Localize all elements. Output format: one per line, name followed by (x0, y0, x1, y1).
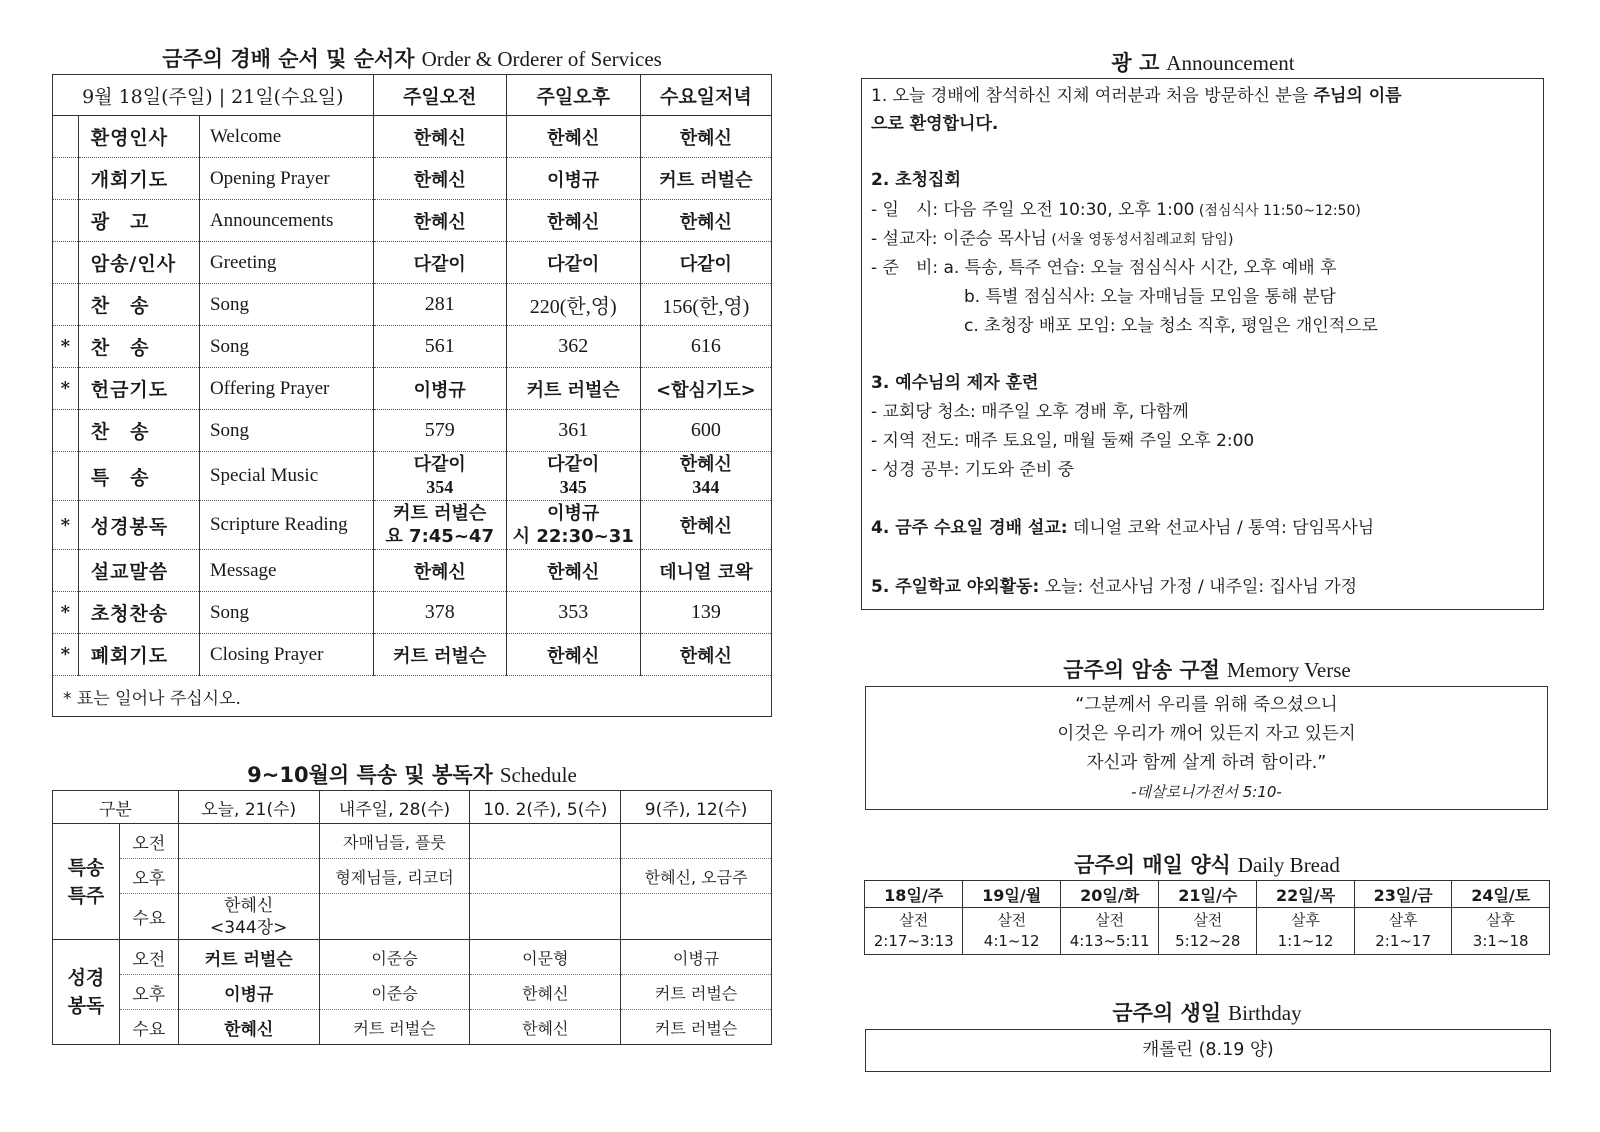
order-star: * (53, 368, 79, 410)
order-item-ko: 설교말씀 (78, 550, 199, 592)
bread-day: 24일/토 (1452, 881, 1550, 908)
order-row (53, 592, 772, 634)
bread-book: 살후 (1486, 911, 1516, 929)
order-item-en: Song (199, 410, 373, 452)
bread-ref: 1:1~12 (1277, 932, 1334, 950)
schedule-cell (178, 894, 319, 940)
schedule-sub-label: 오전 (119, 940, 178, 975)
order-star (53, 550, 79, 592)
order-item-ko: 암송/인사 (78, 242, 199, 284)
schedule-cell: 한혜신 (470, 1010, 621, 1045)
order-cell-am-line1: 다같이 (413, 454, 466, 475)
schedule-cell (178, 859, 319, 894)
bread-book: 살후 (1388, 911, 1418, 929)
bread-ref: 3:1~18 (1472, 932, 1529, 950)
order-cell-am-line1: 커트 러벌슨 (393, 503, 487, 524)
order-row (53, 284, 772, 326)
order-footnote: * 표는 일어나 주십시오. (53, 676, 772, 717)
order-cell-am (373, 501, 506, 550)
order-star: * (53, 592, 79, 634)
order-cell-pm: 353 (506, 592, 640, 634)
order-header-row (53, 75, 772, 116)
order-item-ko: 폐회기도 (78, 634, 199, 676)
bread-ref: 5:12~28 (1175, 932, 1241, 950)
bread-day: 23일/금 (1354, 881, 1452, 908)
order-cell-pm (506, 452, 640, 501)
order-item-en: Special Music (199, 452, 373, 501)
order-item-ko: 특 송 (78, 452, 199, 501)
order-footnote-row (53, 676, 772, 717)
order-cell-wed: 데니얼 코왁 (640, 550, 771, 592)
order-item-en: Song (199, 326, 373, 368)
order-row (53, 452, 772, 501)
order-cell-am: 한혜신 (373, 550, 506, 592)
order-row (53, 550, 772, 592)
order-cell-am-line2: 354 (426, 477, 454, 497)
schedule-row (53, 975, 772, 1010)
announcement-item-2-prep-a: - 준 비: a. 특송, 특주 연습: 오늘 점심식사 시간, 오후 예배 후 (871, 258, 1337, 278)
order-item-ko: 성경봉독 (78, 501, 199, 550)
announcement-item-3c: - 성경 공부: 기도와 준비 중 (871, 460, 1075, 480)
bread-book: 살전 (1095, 911, 1125, 929)
order-star (53, 158, 79, 200)
order-cell-wed: 다같이 (640, 242, 771, 284)
schedule-cell-line1: 한혜신 (224, 895, 274, 916)
order-item-en: Closing Prayer (199, 634, 373, 676)
bread-reading (1060, 908, 1158, 955)
verse-reference: -데살로니가전서 5:10- (1131, 783, 1282, 801)
order-cell-pm (506, 501, 640, 550)
order-cell-wed: 139 (640, 592, 771, 634)
bread-day: 19일/월 (963, 881, 1061, 908)
announcement-item-2-prep-b: b. 특별 점심식사: 오늘 자매님들 모임을 통해 분담 (964, 287, 1336, 307)
schedule-cell: 한혜신, 오금주 (621, 859, 772, 894)
order-cell-am (373, 452, 506, 501)
bread-day: 18일/주 (865, 881, 963, 908)
order-item-ko: 찬 송 (78, 326, 199, 368)
order-cell-am: 561 (373, 326, 506, 368)
schedule-row (53, 824, 772, 859)
order-cell-wed-line1: 한혜신 (679, 454, 732, 475)
bread-reading (1257, 908, 1355, 955)
verse-line: 자신과 함께 살게 하려 함이라.” (1086, 753, 1327, 773)
order-cell-wed: <합심기도> (640, 368, 771, 410)
order-cell-am: 다같이 (373, 242, 506, 284)
bread-day: 22일/목 (1257, 881, 1355, 908)
schedule-sub-label: 오후 (119, 859, 178, 894)
schedule-cell: 커트 러벌슨 (178, 940, 319, 975)
order-item-ko: 찬 송 (78, 410, 199, 452)
verse-line: 이것은 우리가 깨어 있든지 자고 있든지 (1057, 724, 1356, 744)
order-star (53, 116, 79, 158)
schedule-group-special-music-line: 특송 (67, 856, 105, 879)
order-item-en: Announcements (199, 200, 373, 242)
order-star (53, 200, 79, 242)
birthday-title: 금주의 생일 Birthday (1112, 1001, 1302, 1025)
order-cell-wed: 커트 러벌슨 (640, 158, 771, 200)
order-cell-pm: 한혜신 (506, 634, 640, 676)
verse-line: “그분께서 우리를 위해 죽으셨으니 (1075, 695, 1338, 715)
order-row (53, 634, 772, 676)
schedule-cell: 한혜신 (178, 1010, 319, 1045)
announcement-item-3a: - 교회당 청소: 매주일 오후 경배 후, 다함께 (871, 402, 1189, 422)
bread-ref: 2:17~3:13 (873, 932, 954, 950)
announcement-item-2-prep-c: c. 초청장 배포 모임: 오늘 청소 직후, 평일은 개인적으로 (964, 316, 1378, 336)
order-date: 9월 18일(주일) | 21일(수요일) (53, 75, 374, 116)
col-sunday-am: 주일오전 (373, 75, 506, 116)
announcement-item-3b: - 지역 전도: 매주 토요일, 매월 둘째 주일 오후 2:00 (871, 431, 1255, 451)
announcement-item-1: 1. 오늘 경배에 참석하신 지체 여러분과 처음 방문하신 분을 주님의 이름 (871, 86, 1402, 106)
order-cell-pm: 커트 러벌슨 (506, 368, 640, 410)
schedule-head-category: 구분 (53, 791, 179, 824)
order-cell-am: 이병규 (373, 368, 506, 410)
announcement-item-4: 4. 금주 수요일 경배 설교: 데니얼 코왁 선교사님 / 통역: 담임목사님 (871, 518, 1375, 538)
schedule-sub-label: 수요 (119, 894, 178, 940)
schedule-group-special-music-line: 특주 (67, 884, 105, 907)
schedule-group-scripture (53, 940, 120, 1045)
announcement-item-5: 5. 주일학교 야외활동: 오늘: 선교사님 가정 / 내주일: 집사님 가정 (871, 577, 1358, 597)
announcement-item-2-speaker: - 설교자: 이준승 목사님 (서울 영동성서침례교회 담임) (871, 229, 1234, 249)
bread-day: 21일/수 (1159, 881, 1257, 908)
daily-bread-table (864, 880, 1550, 955)
order-cell-am: 한혜신 (373, 200, 506, 242)
schedule-table (52, 790, 772, 1045)
order-cell-am: 한혜신 (373, 158, 506, 200)
order-row (53, 326, 772, 368)
order-cell-pm-line1: 다같이 (547, 454, 600, 475)
schedule-header-row (53, 791, 772, 824)
order-star: * (53, 501, 79, 550)
order-cell-pm: 한혜신 (506, 550, 640, 592)
schedule-row (53, 940, 772, 975)
order-item-ko: 광 고 (78, 200, 199, 242)
order-cell-pm-line1: 이병규 (547, 503, 600, 524)
bread-reading (963, 908, 1061, 955)
schedule-cell: 이병규 (178, 975, 319, 1010)
announcement-title: 광 고 Announcement (1111, 51, 1295, 75)
bread-reading (865, 908, 963, 955)
schedule-row (53, 1010, 772, 1045)
schedule-group-scripture-line: 성경 (67, 967, 105, 989)
schedule-cell: 형제님들, 리코더 (319, 859, 470, 894)
schedule-cell (178, 824, 319, 859)
order-cell-pm-line2: 345 (559, 477, 587, 497)
schedule-cell: 이문형 (470, 940, 621, 975)
schedule-head-col: 내주일, 28(수) (319, 791, 470, 824)
order-cell-wed: 616 (640, 326, 771, 368)
order-item-en: Scripture Reading (199, 501, 373, 550)
schedule-cell (621, 894, 772, 940)
order-cell-wed (640, 452, 771, 501)
bread-book: 살후 (1291, 911, 1321, 929)
order-row (53, 242, 772, 284)
order-star (53, 284, 79, 326)
schedule-cell: 커트 러벌슨 (319, 1010, 470, 1045)
order-cell-wed: 한혜신 (640, 501, 771, 550)
order-star: * (53, 326, 79, 368)
order-cell-wed-line2: 344 (692, 477, 720, 497)
schedule-cell: 이준승 (319, 975, 470, 1010)
announcement-item-2: 2. 초청집회 (871, 170, 961, 190)
schedule-group-scripture-line: 봉독 (67, 995, 105, 1017)
order-row (53, 116, 772, 158)
order-item-ko: 개회기도 (78, 158, 199, 200)
order-cell-wed: 156(한,영) (640, 284, 771, 326)
order-cell-am: 378 (373, 592, 506, 634)
order-item-en: Offering Prayer (199, 368, 373, 410)
order-item-ko: 환영인사 (78, 116, 199, 158)
order-cell-pm: 이병규 (506, 158, 640, 200)
order-cell-am: 579 (373, 410, 506, 452)
schedule-head-col: 10. 2(주), 5(수) (470, 791, 621, 824)
birthday-box (865, 1029, 1551, 1072)
schedule-cell-line2: <344장> (210, 917, 288, 938)
order-row (53, 368, 772, 410)
bread-ref: 4:1~12 (983, 932, 1040, 950)
col-sunday-pm: 주일오후 (506, 75, 640, 116)
memory-title: 금주의 암송 구절 Memory Verse (1063, 658, 1351, 682)
bread-book: 살전 (899, 911, 929, 929)
order-item-en: Greeting (199, 242, 373, 284)
order-cell-wed: 한혜신 (640, 200, 771, 242)
order-cell-wed: 600 (640, 410, 771, 452)
bread-day-row (865, 881, 1550, 908)
bread-book: 살전 (997, 911, 1027, 929)
order-cell-pm: 다같이 (506, 242, 640, 284)
order-cell-pm: 한혜신 (506, 116, 640, 158)
order-cell-am: 한혜신 (373, 116, 506, 158)
announcement-box (861, 78, 1544, 610)
schedule-cell: 이준승 (319, 940, 470, 975)
order-star (53, 452, 79, 501)
order-cell-wed: 한혜신 (640, 634, 771, 676)
order-cell-am: 281 (373, 284, 506, 326)
order-row (53, 200, 772, 242)
schedule-cell (319, 894, 470, 940)
order-item-ko: 헌금기도 (78, 368, 199, 410)
bread-ref: 2:1~17 (1375, 932, 1432, 950)
memory-verse-box (865, 686, 1548, 810)
schedule-sub-label: 오전 (119, 824, 178, 859)
order-item-en: Song (199, 284, 373, 326)
bread-reading-row (865, 908, 1550, 955)
order-cell-pm-line2: 시 22:30~31 (512, 526, 634, 547)
schedule-cell: 이병규 (621, 940, 772, 975)
birthday-text: 캐롤린 (8.19 양) (1142, 1040, 1274, 1060)
order-star (53, 242, 79, 284)
schedule-group-special-music (53, 824, 120, 940)
bread-book: 살전 (1193, 911, 1223, 929)
order-item-ko: 찬 송 (78, 284, 199, 326)
order-body (53, 116, 772, 676)
order-row (53, 501, 772, 550)
bread-day: 20일/화 (1060, 881, 1158, 908)
bread-ref: 4:13~5:11 (1069, 932, 1150, 950)
schedule-cell (470, 894, 621, 940)
schedule-head-col: 오늘, 21(수) (178, 791, 319, 824)
order-item-en: Welcome (199, 116, 373, 158)
schedule-cell: 자매님들, 플룻 (319, 824, 470, 859)
schedule-row (53, 894, 772, 940)
order-item-en: Message (199, 550, 373, 592)
bread-reading (1159, 908, 1257, 955)
order-item-en: Song (199, 592, 373, 634)
schedule-cell: 한혜신 (470, 975, 621, 1010)
col-wednesday: 수요일저녁 (640, 75, 771, 116)
order-cell-pm: 220(한,영) (506, 284, 640, 326)
order-cell-am: 커트 러벌슨 (373, 634, 506, 676)
schedule-sub-label: 수요 (119, 1010, 178, 1045)
order-cell-pm: 한혜신 (506, 200, 640, 242)
bread-title: 금주의 매일 양식 Daily Bread (1074, 853, 1340, 877)
order-star: * (53, 634, 79, 676)
schedule-cell (621, 824, 772, 859)
order-table (52, 74, 772, 717)
order-title: 금주의 경배 순서 및 순서자 Order & Orderer of Services (162, 47, 662, 71)
announcement-item-1-cont: 으로 환영합니다. (871, 114, 999, 134)
schedule-cell (470, 824, 621, 859)
order-row (53, 410, 772, 452)
order-cell-wed: 한혜신 (640, 116, 771, 158)
order-item-en: Opening Prayer (199, 158, 373, 200)
order-cell-pm: 361 (506, 410, 640, 452)
schedule-cell: 커트 러벌슨 (621, 1010, 772, 1045)
announcement-item-2-time: - 일 시: 다음 주일 오전 10:30, 오후 1:00 (점심식사 11:50~12:50) (871, 200, 1361, 220)
order-row (53, 158, 772, 200)
bread-reading (1452, 908, 1550, 955)
schedule-body (53, 824, 772, 1045)
order-cell-am-line2: 요 7:45~47 (385, 526, 494, 547)
order-cell-pm: 362 (506, 326, 640, 368)
schedule-title: 9~10월의 특송 및 봉독자 Schedule (247, 763, 577, 787)
bread-reading (1354, 908, 1452, 955)
schedule-sub-label: 오후 (119, 975, 178, 1010)
schedule-cell: 커트 러벌슨 (621, 975, 772, 1010)
schedule-cell (470, 859, 621, 894)
schedule-row (53, 859, 772, 894)
schedule-head-col: 9(주), 12(수) (621, 791, 772, 824)
announcement-item-3: 3. 예수님의 제자 훈련 (871, 373, 1039, 393)
order-item-ko: 초청찬송 (78, 592, 199, 634)
order-star (53, 410, 79, 452)
